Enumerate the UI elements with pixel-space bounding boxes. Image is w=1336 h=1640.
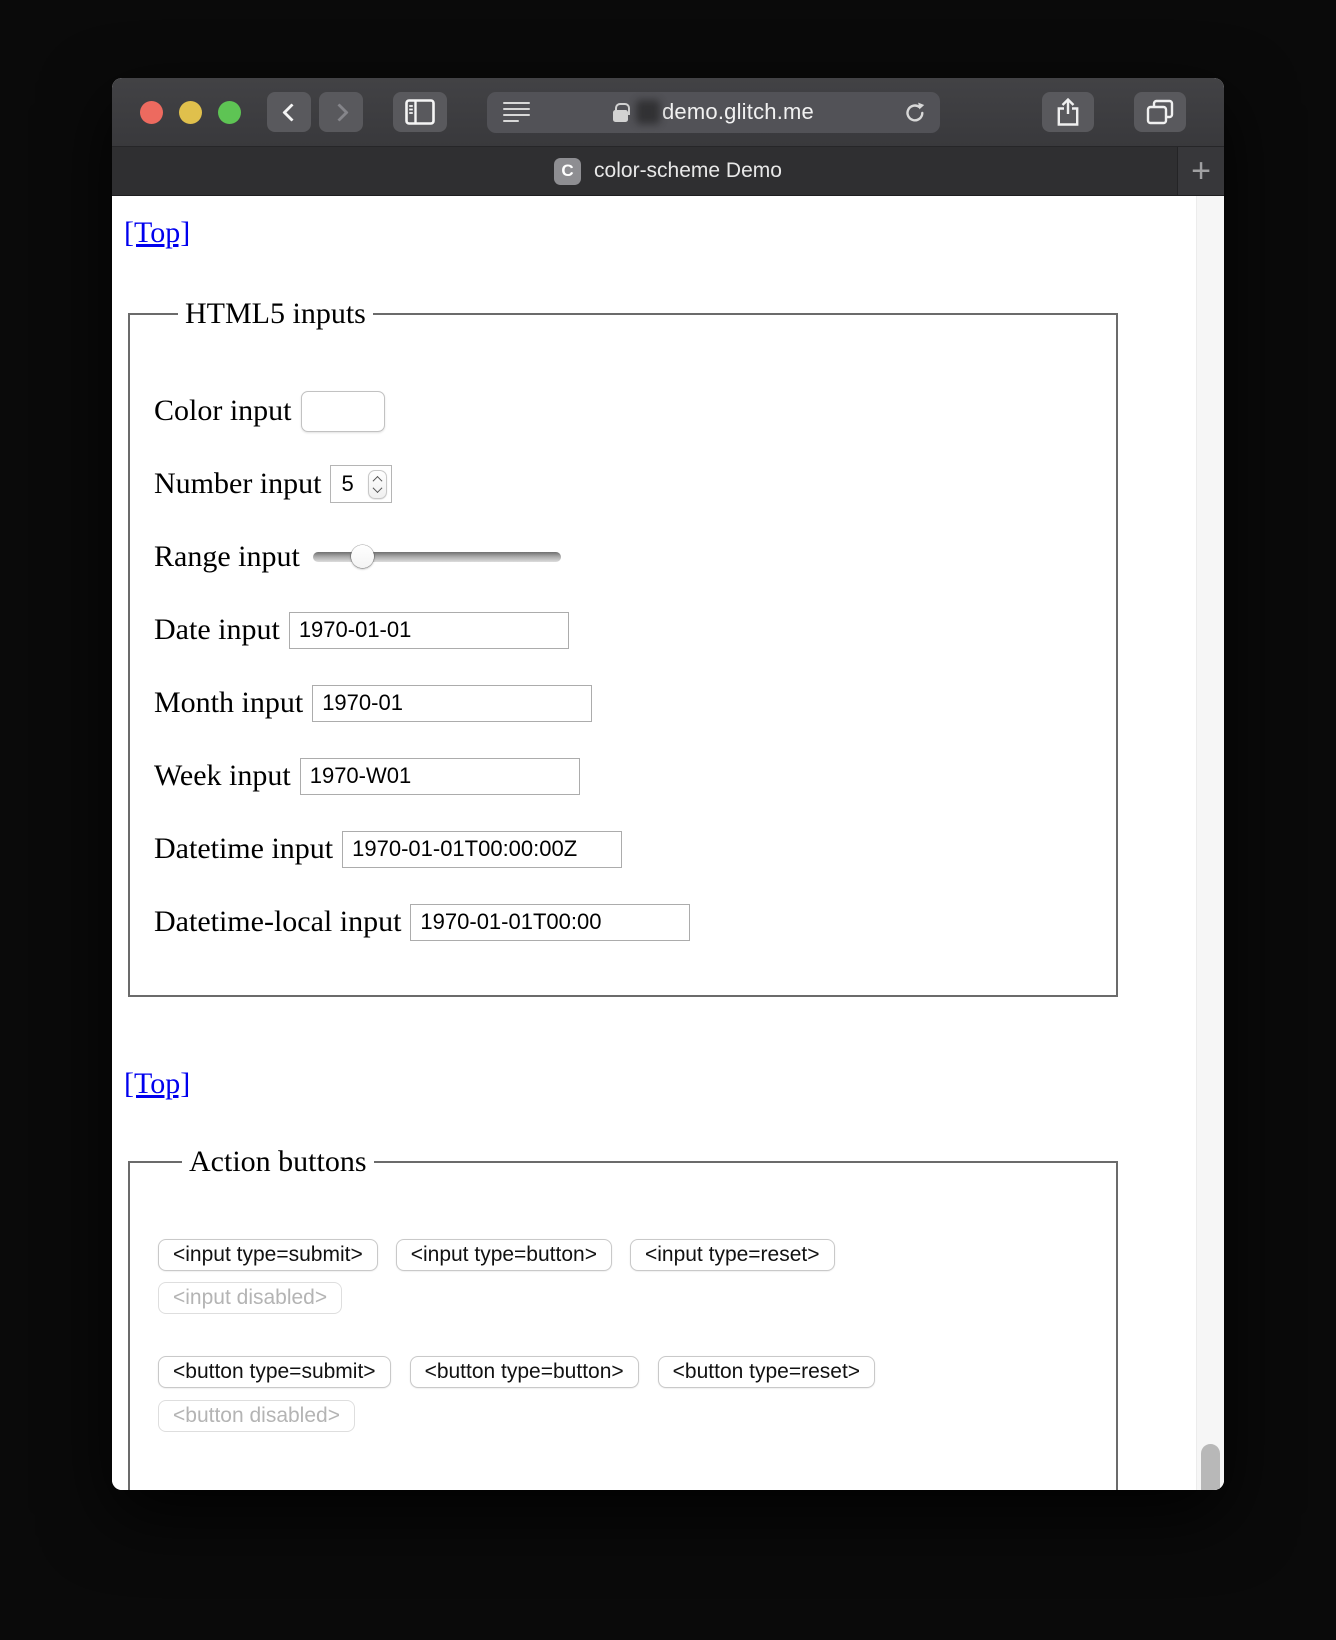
button-disabled-button: <button disabled> (158, 1400, 355, 1432)
minimize-window-icon[interactable] (179, 101, 202, 124)
action-buttons-fieldset (128, 1145, 1118, 1490)
datetime-local-input-row (154, 902, 1116, 942)
chevron-right-icon (330, 103, 348, 121)
week-input-row (154, 756, 1116, 796)
html5-inputs-fieldset (128, 297, 1118, 997)
lock-icon (613, 110, 628, 122)
forward-button[interactable] (319, 92, 363, 132)
top-link-1[interactable]: [Top] (124, 216, 191, 249)
tab-overview-icon (1146, 99, 1174, 125)
date-input-label: Date input (154, 613, 280, 646)
tab-title: color-scheme Demo (594, 159, 782, 182)
action-buttons-legend: Action buttons (189, 1145, 367, 1178)
back-button[interactable] (267, 92, 311, 132)
range-thumb[interactable] (351, 545, 374, 568)
share-button[interactable] (1042, 92, 1094, 132)
page-content (112, 196, 1224, 1490)
color-input-row (154, 391, 1116, 431)
close-window-icon[interactable] (140, 101, 163, 124)
week-input[interactable] (300, 758, 580, 795)
range-input-label: Range input (154, 540, 300, 573)
number-value: 5 (341, 471, 354, 496)
month-input-row (154, 683, 1116, 723)
refresh-icon (902, 100, 928, 126)
date-input[interactable] (289, 612, 569, 649)
chevron-left-icon (282, 103, 300, 121)
tab-bar (112, 147, 1224, 196)
number-stepper[interactable] (368, 470, 387, 499)
html5-inputs-legend: HTML5 inputs (185, 297, 366, 330)
browser-toolbar (112, 78, 1224, 147)
input-button-button[interactable]: <input type=button> (396, 1239, 612, 1271)
zoom-window-icon[interactable] (218, 101, 241, 124)
active-tab[interactable] (554, 158, 782, 185)
safari-window (112, 78, 1224, 1490)
share-icon (1055, 97, 1081, 127)
button-reset-button[interactable]: <button type=reset> (658, 1356, 875, 1388)
url-text: demo.glitch.me (662, 99, 814, 124)
datetime-input-label: Datetime input (154, 832, 334, 865)
datetime-local-input-label: Datetime-local input (154, 905, 402, 938)
color-input-label: Color input (154, 394, 292, 427)
input-submit-button[interactable]: <input type=submit> (158, 1239, 378, 1271)
month-input[interactable] (312, 685, 592, 722)
favicon: C (554, 158, 581, 185)
tab-overview-button[interactable] (1134, 92, 1186, 132)
sidebar-button[interactable] (393, 92, 447, 132)
refresh-button[interactable] (902, 100, 928, 126)
datetime-input[interactable] (342, 831, 622, 868)
date-input-row (154, 610, 1116, 650)
range-input-row (154, 537, 1116, 577)
stepper-down-icon (373, 483, 383, 493)
number-input[interactable] (330, 465, 392, 503)
number-input-label: Number input (154, 467, 322, 500)
range-input[interactable] (313, 545, 561, 569)
new-tab-button[interactable] (1177, 147, 1224, 195)
new-tab-plus-icon: + (1191, 152, 1211, 190)
color-input[interactable] (301, 391, 385, 432)
scrollbar-thumb[interactable] (1201, 1444, 1220, 1490)
traffic-lights (140, 101, 241, 124)
input-reset-button[interactable]: <input type=reset> (630, 1239, 835, 1271)
month-input-label: Month input (154, 686, 304, 719)
redacted-subdomain (636, 100, 660, 124)
scrollbar-gutter[interactable] (1196, 196, 1224, 1490)
number-input-row (154, 464, 1116, 504)
datetime-input-row (154, 829, 1116, 869)
address-bar[interactable] (487, 92, 940, 133)
button-submit-button[interactable]: <button type=submit> (158, 1356, 391, 1388)
top-link-2[interactable]: [Top] (124, 1067, 191, 1100)
datetime-local-input[interactable] (410, 904, 690, 941)
input-disabled-button: <input disabled> (158, 1282, 342, 1314)
week-input-label: Week input (154, 759, 291, 792)
button-button-button[interactable]: <button type=button> (410, 1356, 639, 1388)
sidebar-icon (405, 99, 435, 125)
range-track[interactable] (313, 552, 561, 562)
